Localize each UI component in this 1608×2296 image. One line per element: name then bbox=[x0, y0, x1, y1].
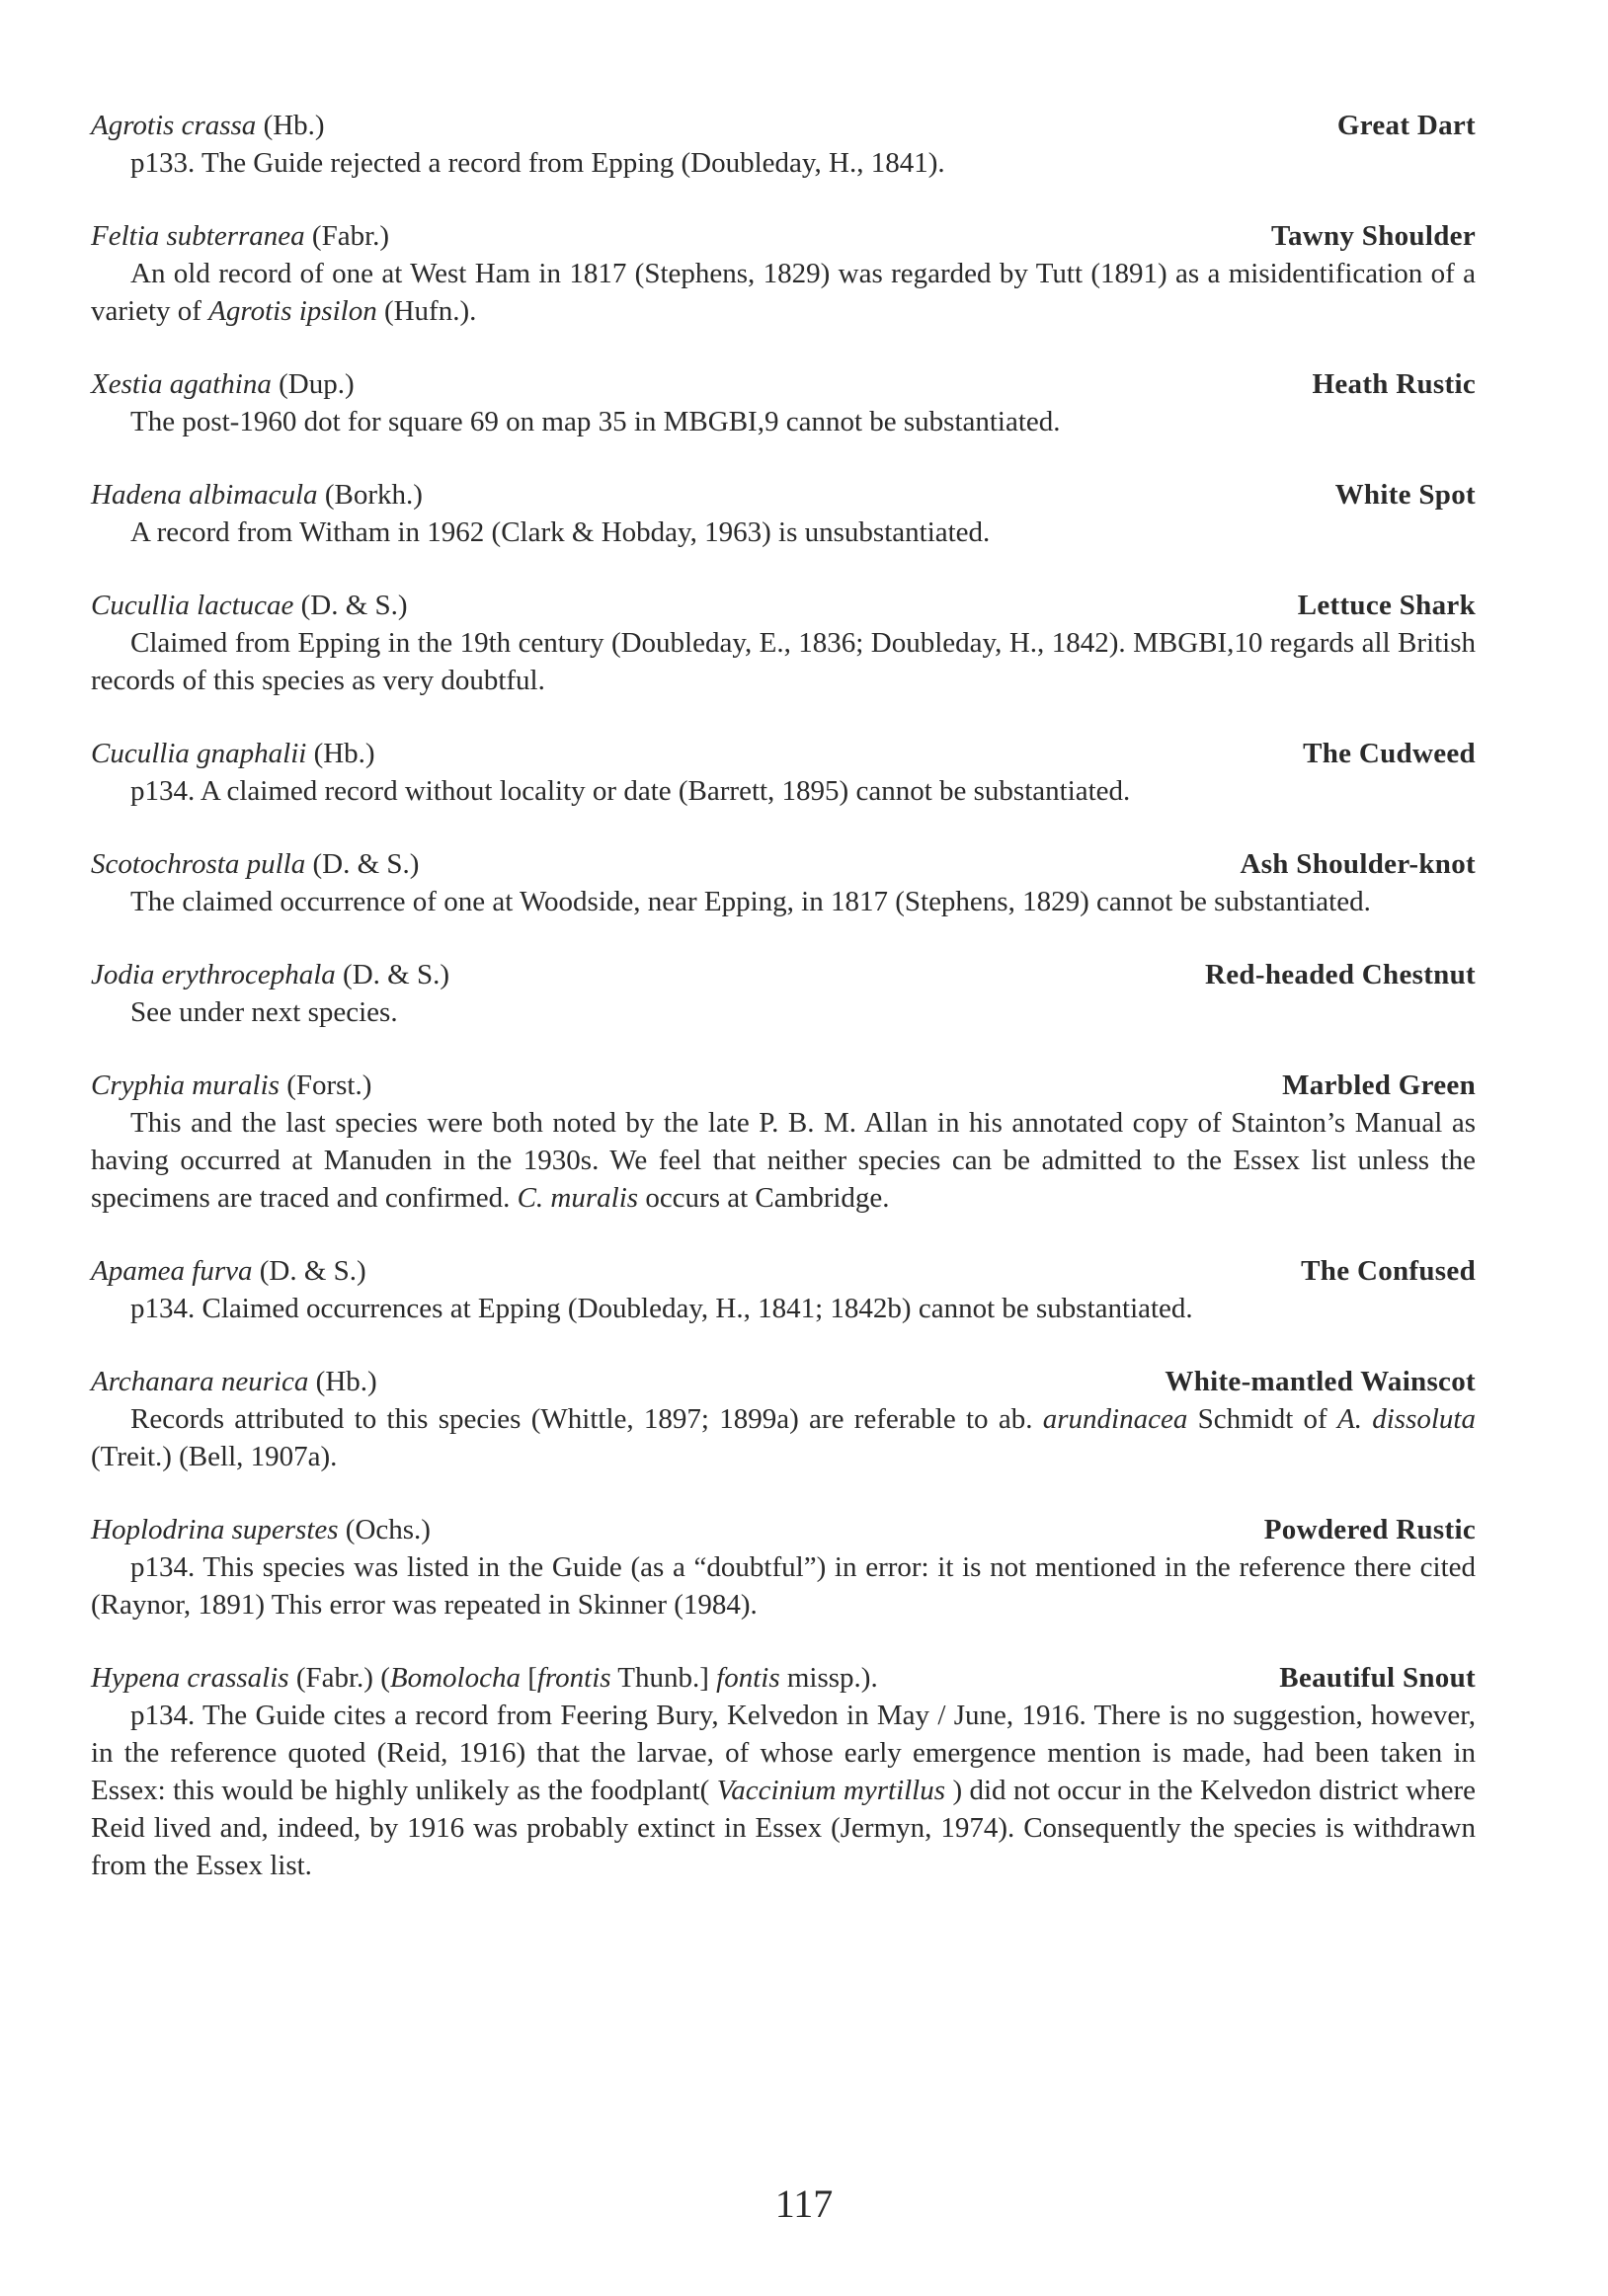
scientific-name: Scotochrosta pulla (D. & S.) bbox=[91, 848, 420, 880]
species-entry bbox=[91, 956, 1476, 1031]
common-name: Beautiful Snout bbox=[1279, 1662, 1476, 1694]
scientific-name: Archanara neurica (Hb.) bbox=[91, 1366, 377, 1397]
common-name: The Cudweed bbox=[1303, 738, 1476, 769]
species-entry bbox=[91, 1511, 1476, 1623]
species-entry bbox=[91, 1067, 1476, 1217]
page-number: 117 bbox=[774, 2181, 834, 2226]
scientific-name: Agrotis crassa (Hb.) bbox=[91, 110, 325, 141]
scientific-name: Xestia agathina (Dup.) bbox=[91, 368, 355, 400]
entry-heading bbox=[91, 845, 1476, 883]
entry-text: See under next species. bbox=[130, 996, 398, 1028]
species-entry bbox=[91, 1659, 1476, 1884]
common-name: Red-headed Chestnut bbox=[1205, 959, 1476, 990]
document-page bbox=[91, 107, 1476, 1920]
scientific-name: Cucullia lactucae (D. & S.) bbox=[91, 590, 408, 621]
entry-text: The post-1960 dot for square 69 on map 35 in MBGBI,9 cannot be substantiated. bbox=[130, 406, 1061, 437]
common-name: Heath Rustic bbox=[1312, 368, 1476, 400]
common-name: Tawny Shoulder bbox=[1270, 220, 1476, 252]
scientific-name: Jodia erythrocephala (D. & S.) bbox=[91, 959, 449, 990]
entry-heading bbox=[91, 1252, 1476, 1290]
entry-heading bbox=[91, 735, 1476, 772]
species-entry bbox=[91, 1363, 1476, 1475]
entry-heading bbox=[91, 1659, 1476, 1697]
scientific-name: Hoplodrina superstes (Ochs.) bbox=[91, 1514, 431, 1545]
entry-heading bbox=[91, 365, 1476, 403]
entry-text: p134. A claimed record without locality or date (Barrett, 1895) cannot be substantiated. bbox=[130, 775, 1131, 807]
scientific-name: Hadena albimacula (Borkh.) bbox=[91, 479, 423, 511]
entry-text: An old record of one at West Ham in 1817 (Stephens, 1829) was regarded by Tutt (1891) as a misidentification of a variety of Agrotis ipsilon (Hufn.). bbox=[91, 258, 1476, 327]
entry-heading bbox=[91, 476, 1476, 514]
common-name: Marbled Green bbox=[1282, 1069, 1476, 1101]
species-entry bbox=[91, 217, 1476, 330]
entry-text: A record from Witham in 1962 (Clark & Hobday, 1963) is unsubstantiated. bbox=[130, 516, 991, 548]
entry-text: Records attributed to this species (Whittle, 1897; 1899a) are referable to ab. arundinacea Schmidt of A. dissoluta (Treit.) (Bell, 1907a). bbox=[91, 1403, 1476, 1472]
entry-heading bbox=[91, 1511, 1476, 1548]
common-name: Lettuce Shark bbox=[1297, 590, 1476, 621]
species-entry bbox=[91, 735, 1476, 810]
common-name: Powdered Rustic bbox=[1263, 1514, 1476, 1545]
entry-text: p133. The Guide rejected a record from Epping (Doubleday, H., 1841). bbox=[130, 147, 945, 179]
common-name: Great Dart bbox=[1336, 110, 1476, 141]
species-entry bbox=[91, 107, 1476, 182]
species-entry bbox=[91, 476, 1476, 551]
species-entry bbox=[91, 1252, 1476, 1327]
scientific-name: Feltia subterranea (Fabr.) bbox=[91, 220, 390, 252]
species-entry bbox=[91, 365, 1476, 440]
scientific-name: Hypena crassalis (Fabr.) (Bomolocha [frontis Thunb.] fontis missp.). bbox=[91, 1662, 878, 1694]
common-name: White Spot bbox=[1334, 479, 1476, 511]
entry-text: Claimed from Epping in the 19th century (Doubleday, E., 1836; Doubleday, H., 1842). MBGBI,10 regards all British records of this species as very doubtful. bbox=[91, 627, 1476, 696]
scientific-name: Cryphia muralis (Forst.) bbox=[91, 1069, 372, 1101]
entry-text: This and the last species were both noted by the late P. B. M. Allan in his annotated copy of Stainton’s Manual as having occurred at Manuden in the 1930s. We feel that neither species can be admitted to the Essex list unless the specimens are traced and confirmed. C. muralis occurs at Cambridge. bbox=[91, 1107, 1476, 1214]
entry-heading bbox=[91, 1363, 1476, 1400]
entry-text: p134. The Guide cites a record from Feering Bury, Kelvedon in May / June, 1916. There is no suggestion, however, in the reference quoted (Reid, 1916) that the larvae, of whose early emergence mention is made, had been taken in Essex: this would be highly unlikely as the foodplant( Vaccinium myrtillus ) did not occur in the Kelvedon district where Reid lived and, indeed, by 1916 was probably extinct in Essex (Jermyn, 1974). Consequently the species is withdrawn from the Essex list. bbox=[91, 1700, 1476, 1881]
common-name: Ash Shoulder-knot bbox=[1240, 848, 1476, 880]
entry-text: p134. Claimed occurrences at Epping (Doubleday, H., 1841; 1842b) cannot be substantiated. bbox=[130, 1293, 1193, 1324]
entry-heading bbox=[91, 956, 1476, 993]
common-name: The Confused bbox=[1301, 1255, 1476, 1287]
entry-text: The claimed occurrence of one at Woodside, near Epping, in 1817 (Stephens, 1829) cannot be substantiated. bbox=[130, 886, 1371, 917]
entry-heading bbox=[91, 587, 1476, 624]
scientific-name: Apamea furva (D. & S.) bbox=[91, 1255, 366, 1287]
entry-text: p134. This species was listed in the Guide (as a “doubtful”) in error: it is not mentioned in the reference there cited (Raynor, 1891) This error was repeated in Skinner (1984). bbox=[91, 1551, 1476, 1621]
entry-heading bbox=[91, 217, 1476, 255]
scientific-name: Cucullia gnaphalii (Hb.) bbox=[91, 738, 375, 769]
common-name: White-mantled Wainscot bbox=[1165, 1366, 1476, 1397]
species-entry bbox=[91, 845, 1476, 920]
species-entry bbox=[91, 587, 1476, 699]
entry-heading bbox=[91, 107, 1476, 144]
entry-heading bbox=[91, 1067, 1476, 1104]
